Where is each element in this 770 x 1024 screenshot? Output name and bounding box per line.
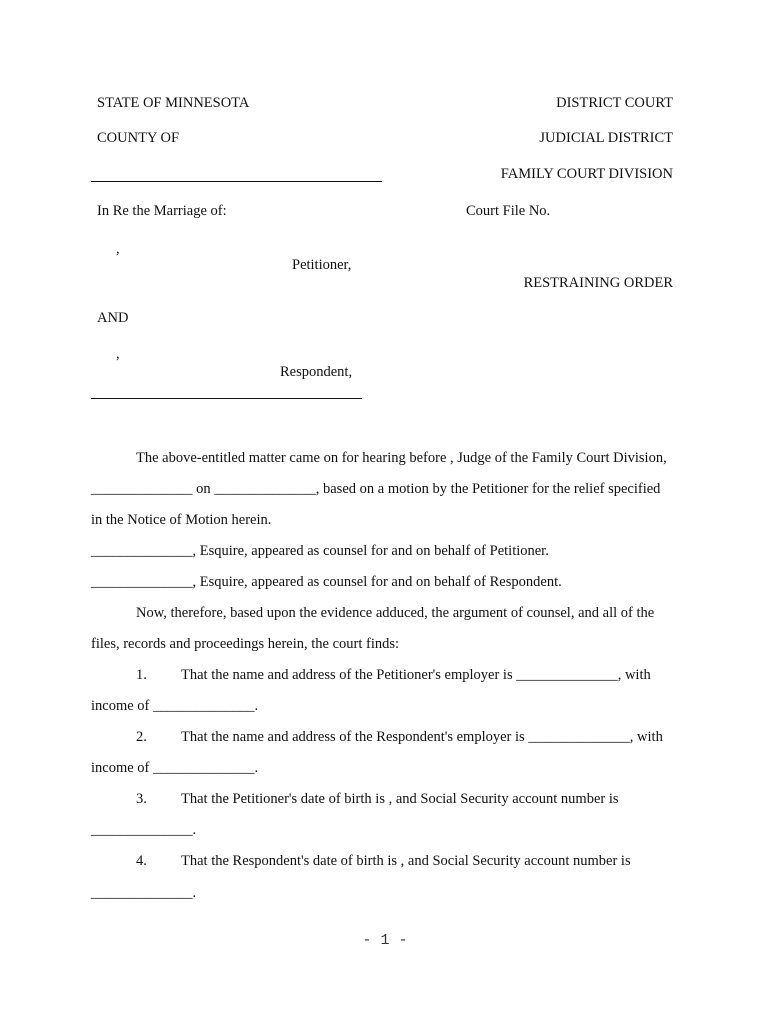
body-line-1: The above-entitled matter came on for hearing before , Judge of the Family Court Division, <box>136 450 667 466</box>
finding-continuation: income of ______________. <box>91 698 259 714</box>
finding-number: 3. <box>136 791 147 807</box>
finding-continuation: income of ______________. <box>91 760 259 776</box>
body-line-6: Now, therefore, based upon the evidence adduced, the argument of counsel, and all of the <box>136 605 655 621</box>
petitioner-name-comma: , <box>116 241 120 257</box>
division-heading: FAMILY COURT DIVISION <box>500 166 673 182</box>
finding-number: 4. <box>136 853 147 869</box>
court-heading: DISTRICT COURT <box>556 95 673 111</box>
finding-number: 1. <box>136 667 147 683</box>
finding-text: That the name and address of the Petitioner's employer is ______________, with <box>181 667 651 683</box>
respondent-name-comma: , <box>116 346 120 362</box>
and-label: AND <box>97 310 129 326</box>
petitioner-counsel-line: ______________, Esquire, appeared as counsel for and on behalf of Petitioner. <box>91 543 549 559</box>
in-re-label: In Re the Marriage of: <box>97 203 227 219</box>
respondent-counsel-line: ______________, Esquire, appeared as counsel for and on behalf of Respondent. <box>91 574 562 590</box>
body-line-3: in the Notice of Motion herein. <box>91 512 272 528</box>
finding-continuation: ______________. <box>91 885 197 901</box>
document-title: RESTRAINING ORDER <box>523 275 673 291</box>
body-line-2: ______________ on ______________, based on a motion by the Petitioner for the relief specified <box>91 481 661 497</box>
petitioner-label: Petitioner, <box>292 257 352 273</box>
respondent-label: Respondent, <box>280 364 353 380</box>
caption-divider-top <box>91 181 382 182</box>
county-heading: COUNTY OF <box>97 130 180 146</box>
finding-number: 2. <box>136 729 147 745</box>
state-heading: STATE OF MINNESOTA <box>97 95 250 111</box>
page-number: - 1 - <box>362 932 408 949</box>
body-line-7: files, records and proceedings herein, the court finds: <box>91 636 400 652</box>
finding-text: That the Respondent's date of birth is , and Social Security account number is <box>181 853 631 869</box>
court-file-label: Court File No. <box>466 203 551 219</box>
finding-text: That the Petitioner's date of birth is , and Social Security account number is <box>181 791 619 807</box>
finding-text: That the name and address of the Respondent's employer is ______________, with <box>181 729 663 745</box>
caption-divider-bottom <box>91 398 362 399</box>
finding-continuation: ______________. <box>91 822 197 838</box>
judicial-district-heading: JUDICIAL DISTRICT <box>539 130 673 146</box>
